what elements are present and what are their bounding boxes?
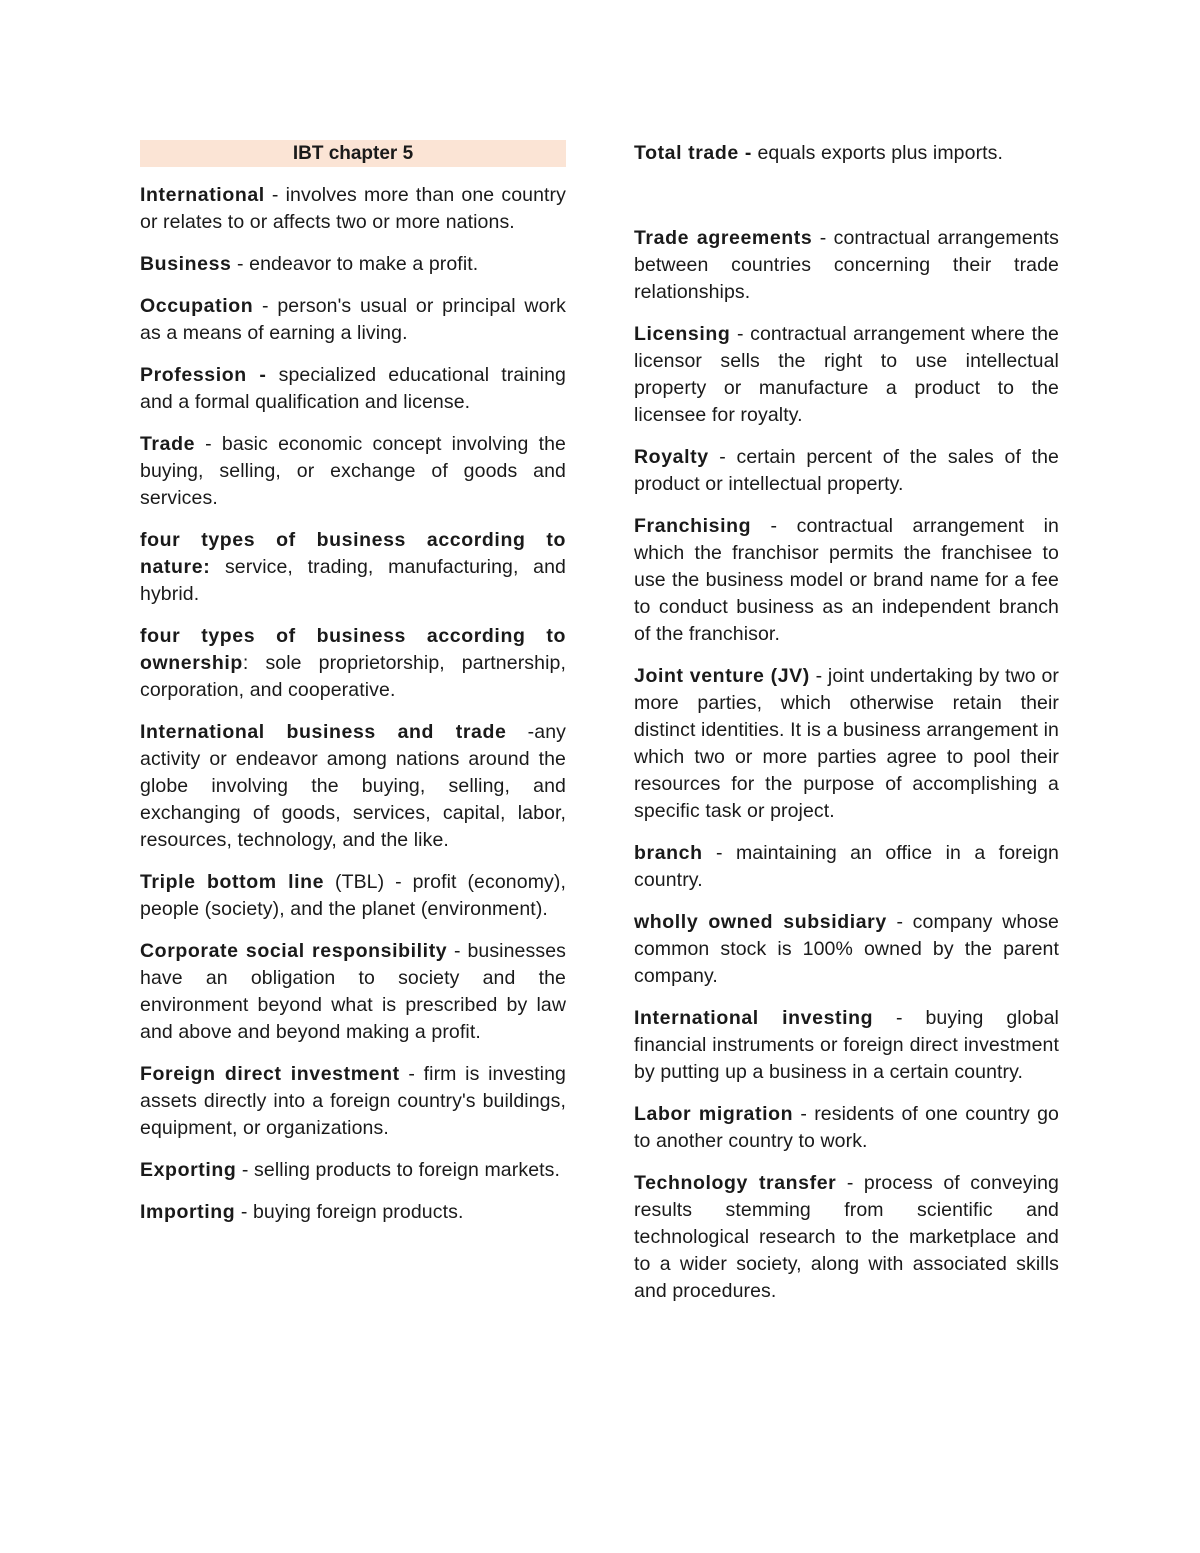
definition-term: Licensing: [634, 323, 731, 345]
definition-text: equals exports plus imports.: [751, 142, 1004, 164]
definition-entry: [634, 663, 1059, 825]
definition-text: - involves more than one country or relates to or affects two or more nations.: [140, 184, 566, 233]
definition-entry: [140, 1157, 566, 1184]
definition-term: Importing: [140, 1201, 236, 1223]
definition-text: (TBL) - profit (economy), people (society), and the planet (environment).: [140, 871, 566, 920]
definition-term: Triple bottom line: [140, 871, 325, 893]
definition-text: - contractual arrangement in which the franchisor permits the franchisee to use the business model or brand name for a fee to conduct business as an independent branch of the franchisor.: [634, 515, 1059, 645]
definition-term: Exporting: [140, 1159, 237, 1181]
definition-text: : sole proprietorship, partnership, corporation, and cooperative.: [140, 652, 566, 701]
definition-entry: [140, 293, 566, 347]
definition-entry: [140, 527, 566, 608]
definition-term: wholly owned subsidiary: [634, 911, 887, 933]
definition-entry: [140, 938, 566, 1046]
definition-text: service, trading, manufacturing, and hybrid.: [140, 556, 566, 605]
definition-entry: [140, 869, 566, 923]
definition-text: - basic economic concept involving the buying, selling, or exchange of goods and services.: [140, 433, 566, 509]
definition-text: - certain percent of the sales of the product or intellectual property.: [634, 446, 1059, 495]
definition-entry: [140, 719, 566, 854]
definition-text: - process of conveying results stemming from scientific and technological research to the marketplace and to a wider society, along with associated skills and procedures.: [634, 1172, 1059, 1302]
definition-term: Technology transfer: [634, 1172, 837, 1194]
right-column: [634, 140, 1059, 1320]
definition-text: - maintaining an office in a foreign country.: [634, 842, 1059, 891]
definition-entry: [140, 623, 566, 704]
definition-term: International business and trade: [140, 721, 507, 743]
definition-entry: [140, 431, 566, 512]
definition-entry: [634, 1005, 1059, 1086]
left-column: [140, 140, 566, 1241]
definition-text: - contractual arrangements between countries concerning their trade relationships.: [634, 227, 1059, 303]
definition-term: International investing: [634, 1007, 874, 1029]
definition-entry: [140, 182, 566, 236]
definition-term: Franchising: [634, 515, 752, 537]
definition-entry: [634, 840, 1059, 894]
definition-term: Royalty: [634, 446, 709, 468]
definition-text: - company whose common stock is 100% owned by the parent company.: [634, 911, 1060, 987]
definition-entry: [634, 140, 1059, 167]
definition-text: - joint undertaking by two or more parties, which otherwise retain their distinct identities. It is a business arrangement in which two or more parties agree to pool their resources for the purpose of accomplishing a specific task or project.: [634, 665, 1059, 822]
definition-term: Corporate social responsibility: [140, 940, 448, 962]
definition-text: - buying global financial instruments or foreign direct investment by putting up a business in a certain country.: [634, 1007, 1059, 1083]
definition-term: Joint venture (JV): [634, 665, 810, 687]
definition-term: Total trade -: [634, 142, 752, 164]
definition-entry: [140, 1199, 566, 1226]
definition-text: - buying foreign products.: [235, 1201, 464, 1223]
definition-entry: [634, 1101, 1059, 1155]
left-entries: [140, 182, 566, 1226]
definition-term: Occupation: [140, 295, 254, 317]
definition-text: - person's usual or principal work as a means of earning a living.: [140, 295, 566, 344]
definition-text: - businesses have an obligation to society and the environment beyond what is prescribed by law and above and beyond making a profit.: [140, 940, 566, 1043]
right-entries: [634, 140, 1059, 1305]
definition-term: International: [140, 184, 265, 206]
definition-term: Labor migration: [634, 1103, 794, 1125]
definition-entry: [140, 251, 566, 278]
definition-term: Business: [140, 253, 232, 275]
definition-term: four types of business according to nature:: [140, 529, 566, 578]
definition-entry: [634, 321, 1059, 429]
definition-entry: [140, 1061, 566, 1142]
definition-term: Profession -: [140, 364, 267, 386]
definition-entry: [634, 225, 1059, 306]
definition-entry: [634, 444, 1059, 498]
definition-term: Trade agreements: [634, 227, 813, 249]
definition-entry: [634, 513, 1059, 648]
definition-text: - endeavor to make a profit.: [231, 253, 479, 275]
definition-text: - selling products to foreign markets.: [236, 1159, 561, 1181]
document-title: IBT chapter 5: [140, 140, 566, 167]
definition-entry: [140, 362, 566, 416]
definition-text: specialized educational training and a formal qualification and license.: [140, 364, 566, 413]
definition-entry: [634, 909, 1059, 990]
definition-text: - firm is investing assets directly into a foreign country's buildings, equipment, or organizations.: [140, 1063, 566, 1139]
definition-term: branch: [634, 842, 703, 864]
definition-term: Foreign direct investment: [140, 1063, 400, 1085]
definition-entry: [634, 1170, 1059, 1305]
definition-text: - contractual arrangement where the licensor sells the right to use intellectual property or manufacture a product to the licensee for royalty.: [634, 323, 1059, 426]
definition-term: four types of business according to ownership: [140, 625, 566, 674]
definition-text: - residents of one country go to another country to work.: [634, 1103, 1059, 1152]
definition-text: -any activity or endeavor among nations around the globe involving the buying, selling, and exchanging of goods, services, capital, labor, resources, technology, and the like.: [140, 721, 566, 851]
definition-term: Trade: [140, 433, 196, 455]
